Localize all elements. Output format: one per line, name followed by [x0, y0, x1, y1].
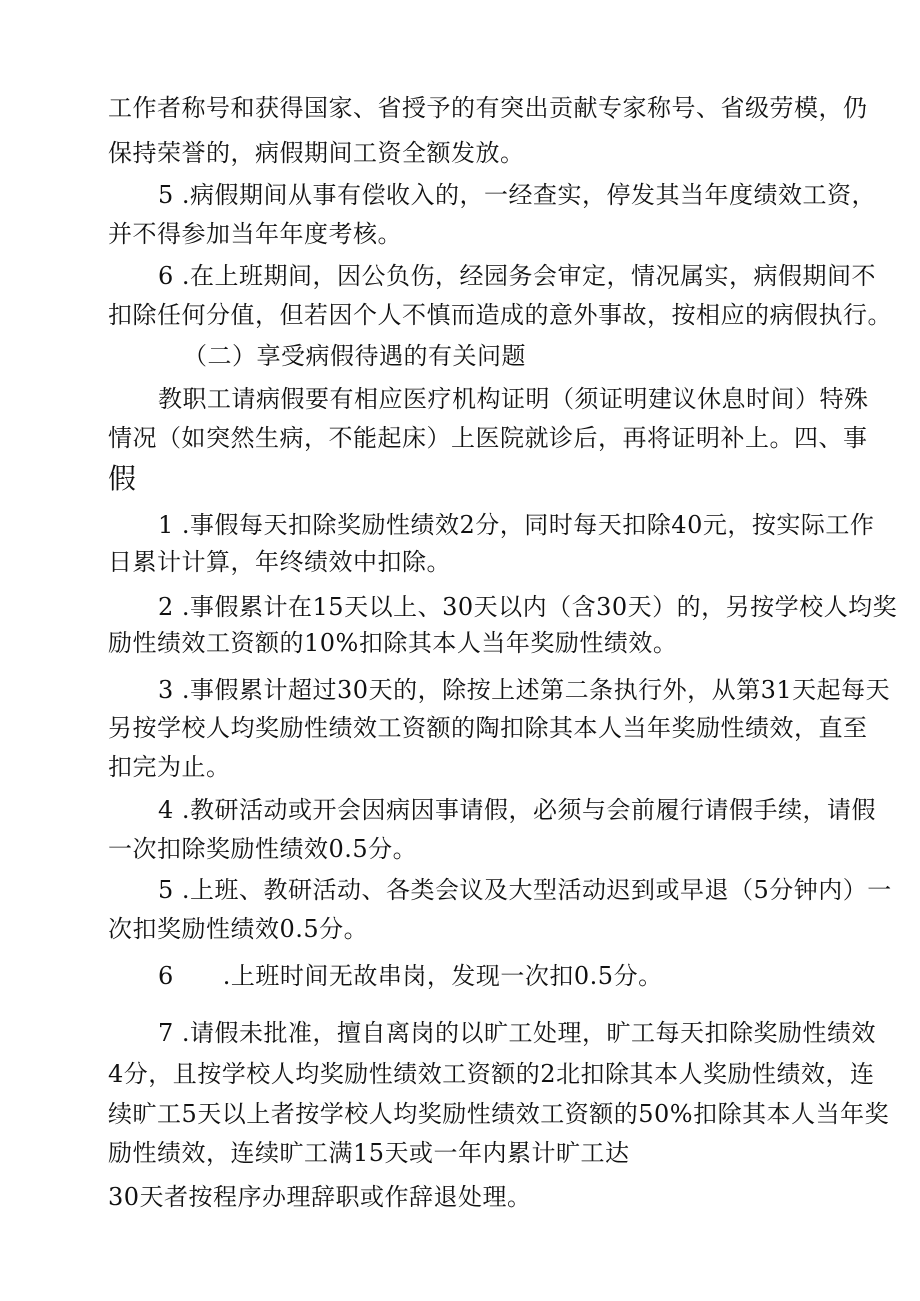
text-line-3: 5 .病假期间从事有偿收入的，一经查实，停发其当年度绩效工资， — [158, 181, 877, 209]
text-line-11: 1 .事假每天扣除奖励性绩效2分，同时每天扣除40元，按实际工作 — [158, 511, 875, 539]
text-line-12: 日累计计算，年终绩效中扣除。 — [108, 548, 451, 576]
text-line-16: 另按学校人均奖励性绩效工资额的陶扣除其本人当年奖励性绩效，直至 — [108, 714, 868, 742]
text-line-19: 一次扣除奖励性绩效0.5分。 — [108, 835, 418, 863]
text-line-20: 5 .上班、教研活动、各类会议及大型活动迟到或早退（5分钟内）一 — [158, 876, 892, 904]
text-line-23: 7 .请假未批准，擅自离岗的以旷工处理，旷工每天扣除奖励性绩效 — [158, 1019, 877, 1047]
text-line-1: 工作者称号和获得国家、省授予的有突出贡献专家称号、省级劳模，仍 — [108, 94, 868, 122]
text-line-10: 假 — [108, 462, 137, 495]
text-line-13: 2 .事假累计在15天以上、30天以内（含30天）的，另按学校人均奖 — [158, 593, 898, 621]
text-line-6: 扣除任何分值，但若因个人不慎而造成的意外事故，按相应的病假执行。 — [108, 301, 892, 329]
text-line-21: 次扣奖励性绩效0.5分。 — [108, 915, 369, 943]
text-line-9: 情况（如突然生病，不能起床）上医院就诊后，再将证明补上。四、事 — [108, 424, 868, 452]
text-line-27: 30天者按程序办理辞职或作辞退处理。 — [108, 1183, 532, 1211]
text-line-26: 励性绩效，连续旷工满15天或一年内累计旷工达 — [108, 1139, 630, 1167]
text-line-24: 4分，且按学校人均奖励性绩效工资额的2北扣除其本人奖励性绩效，连 — [108, 1060, 875, 1088]
section-heading: （二）享受病假待遇的有关问题 — [183, 342, 526, 370]
text-line-15: 3 .事假累计超过30天的，除按上述第二条执行外，从第31天起每天 — [158, 676, 891, 704]
text-line-18: 4 .教研活动或开会因病因事请假，必须与会前履行请假手续，请假 — [158, 796, 877, 824]
text-line-4: 并不得参加当年年度考核。 — [108, 220, 402, 248]
text-line-5: 6 .在上班期间，因公负伤，经园务会审定，情况属实，病假期间不 — [158, 262, 877, 290]
text-line-2: 保持荣誉的，病假期间工资全额发放。 — [108, 139, 525, 167]
text-line-25: 续旷工5天以上者按学校人均奖励性绩效工资额的50%扣除其本人当年奖 — [108, 1100, 890, 1128]
text-line-22: 6 .上班时间无故串岗，发现一次扣0.5分。 — [158, 962, 663, 990]
text-line-17: 扣完为止。 — [108, 753, 231, 781]
text-line-8: 教职工请病假要有相应医疗机构证明（须证明建议休息时间）特殊 — [158, 385, 869, 413]
text-line-14: 励性绩效工资额的10%扣除其本人当年奖励性绩效。 — [108, 629, 678, 657]
